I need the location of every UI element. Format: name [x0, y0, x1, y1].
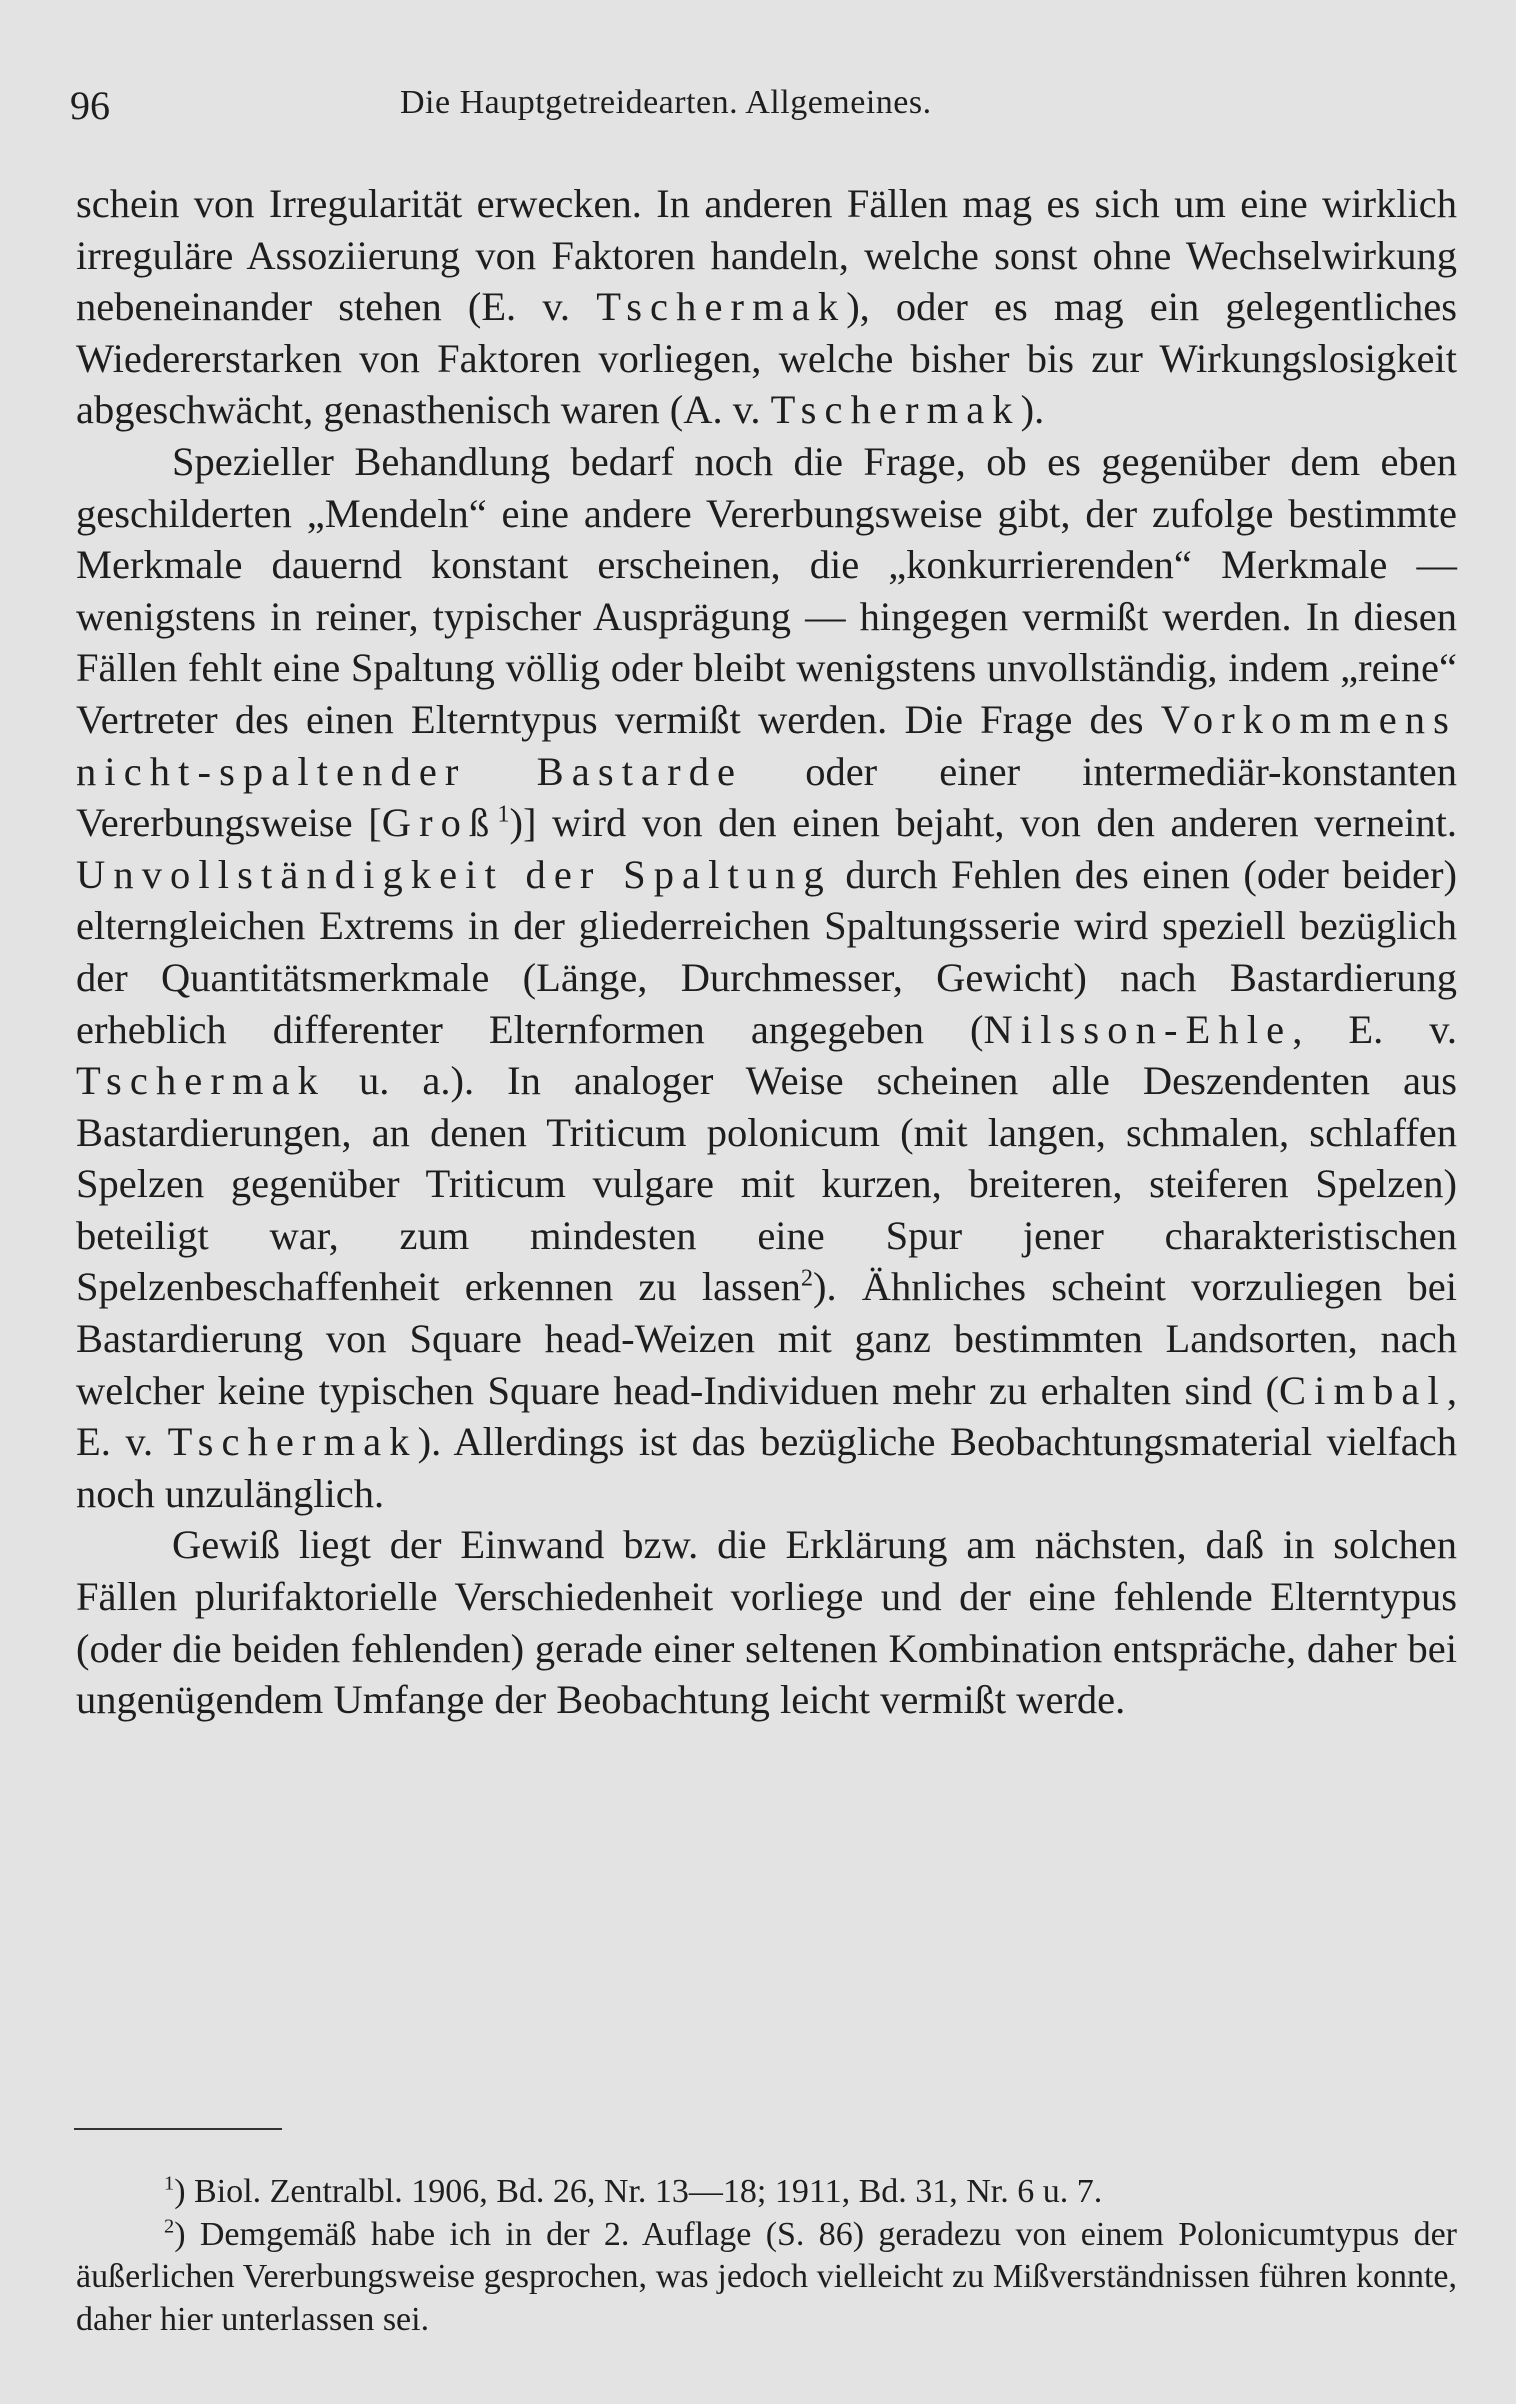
body-text: [76, 178, 1457, 1726]
page-number: 96: [70, 83, 110, 128]
emphasis: Unvollständigkeit der Spaltung: [76, 851, 832, 897]
footnote-text: ) Demgemäß habe ich in der 2. Auflage (S. 86) geradezu von einem Polonicumtypus der äußerlichen Vererbungsweise gesprochen, was jedoch vielleicht zu Mißverständnissen führen konnte, daher hier unterlassen sei.: [76, 2215, 1457, 2338]
footnote-divider: [74, 2128, 282, 2130]
text-run: Spezieller Behandlung bedarf noch die Frage, ob es gegenüber dem eben geschilderten „Mendeln“ eine andere Vererbungsweise gibt, der zufolge bestimmte Merkmale dauernd konstant erscheinen, die „konkurrierenden“ Merkmale — wenigstens in reiner, typischer Ausprägung — hingegen vermißt werden. In diesen Fällen fehlt eine Spaltung völlig oder bleibt wenigstens unvollständig, indem „reine“ Vertreter des einen Elterntypus vermißt werden. Die Frage des: [76, 438, 1457, 742]
paragraph-2: [76, 436, 1457, 1519]
paragraph-1: [76, 178, 1457, 436]
text-run: ). Ähnliches scheint vorzuliegen bei Bastardierung von Square head-Weizen mit ganz bestimmten Landsorten, nach welcher keine typischen Square head-Individuen mehr zu erhalten sind (: [76, 1264, 1457, 1413]
author-name: Groß: [381, 800, 498, 846]
text-run: ). Allerdings ist das bezügliche Beobachtungsmaterial vielfach noch unzulänglich.: [76, 1419, 1458, 1516]
author-name: Tschermak: [167, 1419, 418, 1465]
footnote-text: ) Biol. Zentralbl. 1906, Bd. 26, Nr. 13—18; 1911, Bd. 31, Nr. 6 u. 7.: [174, 2173, 1103, 2210]
paragraph-3: [76, 1519, 1457, 1725]
text-run: Gewiß liegt der Einwand bzw. die Erklärung am nächsten, daß in solchen Fällen plurifaktorielle Verschiedenheit vorliege und der eine fehlende Elterntypus (oder die beiden fehlenden) gerade einer seltenen Kombination entspräche, daher bei ungenügendem Umfange der Beobachtung leicht vermißt werde.: [76, 1522, 1457, 1723]
page-header: [70, 82, 1450, 132]
footnote-ref-2[interactable]: 2: [800, 1264, 813, 1292]
footnote-ref-1[interactable]: 1: [497, 800, 510, 828]
footnote-marker: 1: [164, 2172, 175, 2195]
text-run: ).: [1020, 387, 1045, 433]
text-run: , E. v.: [1292, 1006, 1457, 1052]
author-name: Cimbal: [1279, 1367, 1447, 1413]
footnote-1: [76, 2171, 1457, 2214]
text-run: durch Fehlen des einen (oder beider) elterngleichen Extrems in der gliederreichen Spaltungsserie wird speziell bezüglich der Quantitätsmerkmale (Länge, Durchmesser, Gewicht) nach Bastardierung erheblich differenter Elternformen angegeben (: [76, 851, 1457, 1052]
text-run: schein von Irregularität erwecken. In anderen Fällen mag es sich um eine wirklich irreguläre Assoziierung von Faktoren handeln, welche sonst ohne Wechselwirkung nebeneinander stehen (E. v.: [76, 181, 1457, 330]
footnote-2: [76, 2214, 1457, 2342]
running-head: Die Hauptgetreidearten. Allgemeines.: [400, 84, 932, 121]
emphasis: Vorkommens nicht-spaltender Bastarde: [76, 696, 1457, 794]
footnotes: [76, 2171, 1457, 2341]
text-run: ), oder es mag ein gelegentliches Wiedererstarken von Faktoren vorliegen, welche bisher bis zur Wirkungslosigkeit abgeschwächt, genasthenisch waren (A. v.: [76, 284, 1457, 433]
text-run: )] wird von den einen bejaht, von den anderen verneint.: [509, 800, 1457, 846]
footnote-marker: 2: [164, 2215, 175, 2238]
text-run: , E. v.: [76, 1367, 1457, 1465]
author-name: Tschermak: [76, 1058, 326, 1104]
author-name: Tschermak: [770, 387, 1021, 433]
author-name: Nilsson-Ehle: [983, 1006, 1293, 1052]
text-run: oder einer intermediär-konstanten Vererbungsweise [: [76, 748, 1457, 846]
author-name: Tschermak: [596, 284, 847, 330]
text-run: u. a.). In analoger Weise scheinen alle Deszendenten aus Bastardierungen, an denen Triticum polonicum (mit langen, schmalen, schlaffen Spelzen gegenüber Triticum vulgare mit kurzen, breiteren, steiferen Spelzen) beteiligt war, zum mindesten eine Spur jener charakteristischen Spelzenbeschaffenheit erkennen zu lassen: [76, 1058, 1457, 1310]
